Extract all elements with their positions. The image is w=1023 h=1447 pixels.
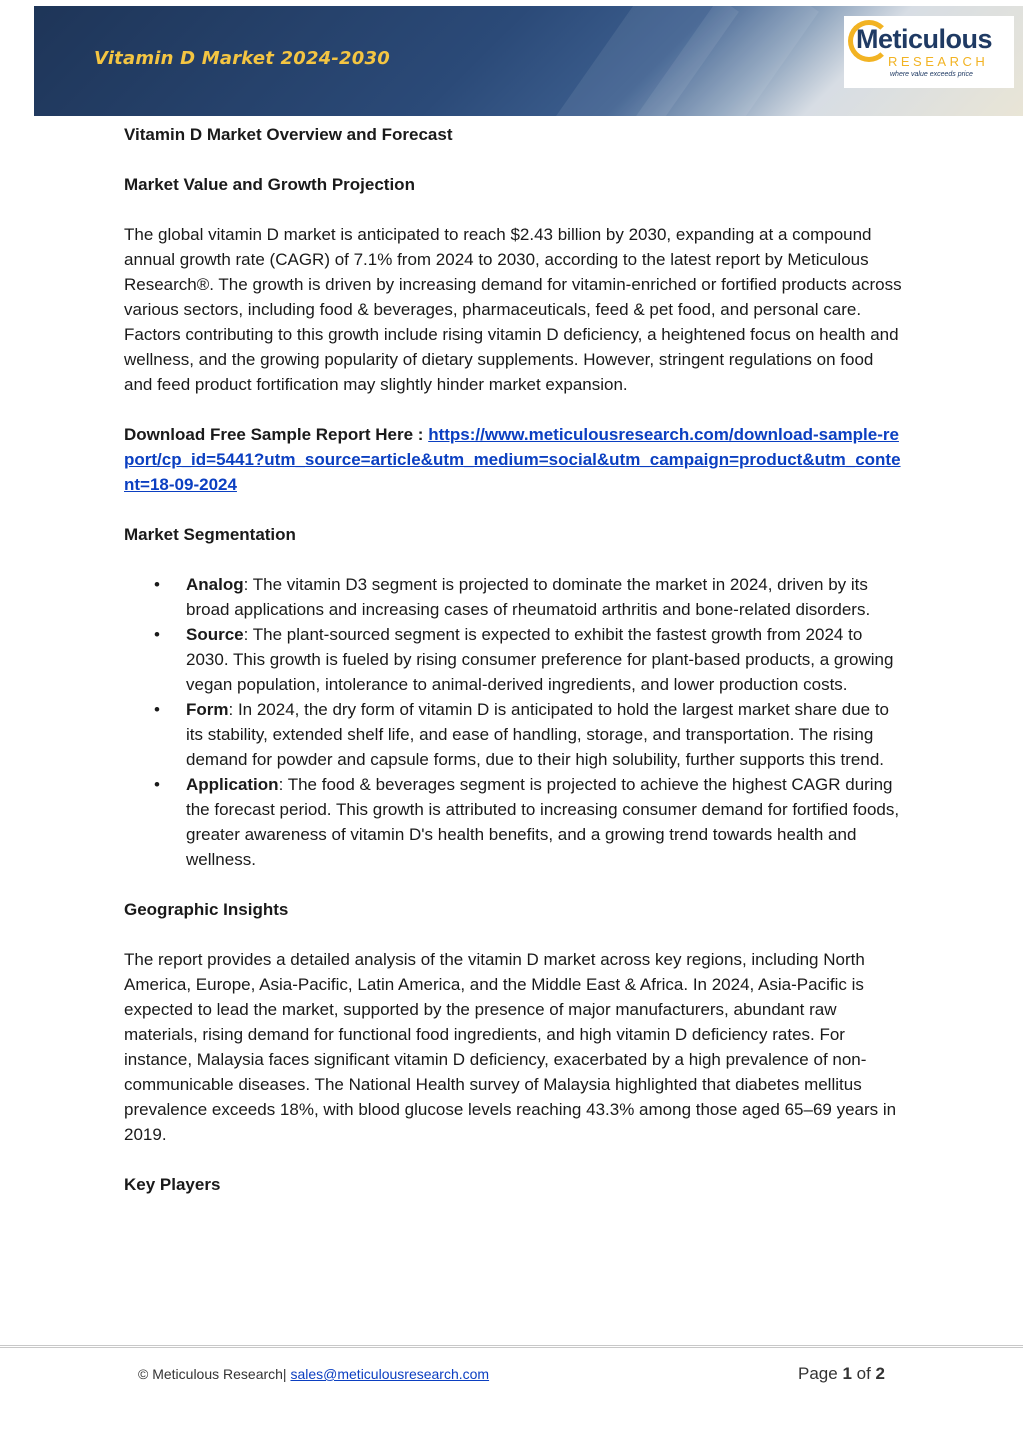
segment-text: : The vitamin D3 segment is projected to dominate the market in 2024, driven by its broad applications and increasing cases of rheumatoid arthritis and bone-related disorders. bbox=[186, 575, 871, 619]
report-title: Vitamin D Market 2024-2030 bbox=[94, 48, 390, 69]
download-line bbox=[124, 422, 904, 497]
geo-heading: Geographic Insights bbox=[124, 900, 289, 919]
logo-subtitle: RESEARCH bbox=[888, 54, 989, 69]
page-current: 1 bbox=[842, 1364, 852, 1383]
value-paragraph: The global vitamin D market is anticipated to reach $2.43 billion by 2030, expanding at a compound annual growth rate (CAGR) of 7.1% from 2024 to 2030, according to the latest report by Meticulous Research®. The growth is driven by increasing demand for vitamin-enriched or fortified products across various sectors, including food & beverages, pharmaceuticals, feed & pet food, and personal care. Factors contributing to this growth include rising vitamin D deficiency, a heightened focus on health and wellness, and the growing popularity of dietary supplements. However, stringent regulations on food and feed product fortification may slightly hinder market expansion. bbox=[124, 225, 902, 394]
segment-term: Application bbox=[186, 775, 279, 794]
footer-divider bbox=[0, 1345, 1023, 1348]
segment-term: Form bbox=[186, 700, 229, 719]
list-item bbox=[124, 697, 904, 772]
segment-term: Analog bbox=[186, 575, 244, 594]
page-number bbox=[798, 1364, 885, 1384]
bullet-icon: • bbox=[154, 625, 160, 644]
value-heading: Market Value and Growth Projection bbox=[124, 175, 415, 194]
bullet-icon: • bbox=[154, 700, 160, 719]
geo-paragraph: The report provides a detailed analysis of the vitamin D market across key regions, including North America, Europe, Asia-Pacific, Latin America, and the Middle East & Africa. In 2024, Asia-Pacific is expected to lead the market, supported by the presence of major manufacturers, abundant raw materials, rising demand for functional food ingredients, and high vitamin D deficiency rates. For instance, Malaysia faces significant vitamin D deficiency, exacerbated by a high prevalence of non-communicable diseases. The National Health survey of Malaysia highlighted that diabetes mellitus prevalence exceeds 18%, with blood glucose levels reaching 43.3% among those aged 65–69 years in 2019. bbox=[124, 950, 897, 1144]
list-item bbox=[124, 622, 904, 697]
page-total: 2 bbox=[875, 1364, 885, 1383]
logo-wordmark: Meticulous bbox=[856, 24, 993, 54]
key-players-heading: Key Players bbox=[124, 1175, 221, 1194]
bullet-icon: • bbox=[154, 575, 160, 594]
copyright-text: © Meticulous Research| bbox=[138, 1366, 291, 1382]
page-label: Page bbox=[798, 1364, 843, 1383]
segment-text: : The plant-sourced segment is expected to exhibit the fastest growth from 2024 to 2030. This growth is fueled by rising consumer preference for plant-based products, a growing vegan population, intolerance to animal-derived ingredients, and lower production costs. bbox=[186, 625, 894, 694]
download-label: Download Free Sample Report Here : bbox=[124, 425, 429, 444]
header-banner bbox=[34, 6, 1023, 116]
list-item bbox=[124, 572, 904, 622]
bullet-icon: • bbox=[154, 775, 160, 794]
document-body bbox=[124, 122, 904, 1197]
meticulous-research-logo bbox=[844, 16, 1014, 88]
download-sample-link[interactable]: https://www.meticulousresearch.com/download-sample-report/cp_id=5441?utm_source=article&utm_medium=social&utm_campaign=product&utm_content=18-09-2024 bbox=[124, 425, 901, 494]
footer-copyright bbox=[138, 1366, 489, 1382]
page-of: of bbox=[851, 1364, 876, 1383]
sales-email-link[interactable]: sales@meticulousresearch.com bbox=[290, 1366, 490, 1382]
segment-term: Source bbox=[186, 625, 244, 644]
list-item bbox=[124, 772, 904, 872]
segment-list bbox=[124, 572, 904, 872]
segment-text: : In 2024, the dry form of vitamin D is anticipated to hold the largest market share due to its stability, extended shelf life, and ease of handling, storage, and transportation. The rising demand for powder and capsule forms, due to their high solubility, further supports this trend. bbox=[186, 700, 890, 769]
logo-tagline: where value exceeds price bbox=[890, 71, 973, 78]
segmentation-heading: Market Segmentation bbox=[124, 525, 296, 544]
segment-text: : The food & beverages segment is projected to achieve the highest CAGR during the forecast period. This growth is attributed to increasing consumer demand for fortified foods, greater awareness of vitamin D's health benefits, and a growing trend towards health and wellness. bbox=[186, 775, 900, 869]
overview-heading: Vitamin D Market Overview and Forecast bbox=[124, 125, 453, 144]
